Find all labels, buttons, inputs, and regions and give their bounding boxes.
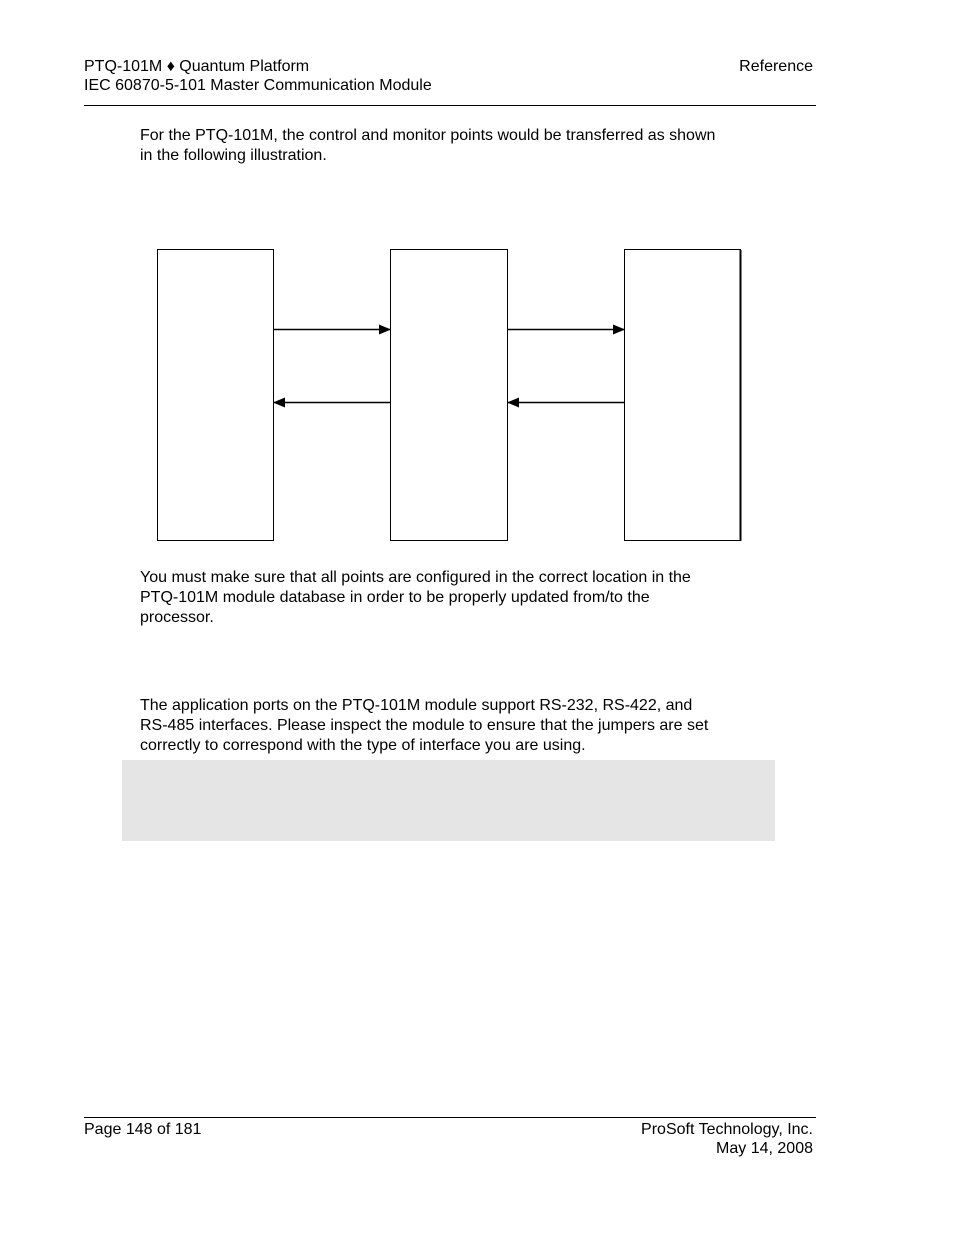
ports-line: The application ports on the PTQ-101M module support RS-232, RS-422, and (140, 697, 693, 714)
footer-rule (84, 1117, 816, 1118)
header-product-line: PTQ-101M ♦ Quantum Platform (84, 58, 310, 75)
header-rule (84, 105, 816, 106)
config-paragraph (140, 568, 780, 628)
intro-line: For the PTQ-101M, the control and monitor points would be transferred as shown (140, 127, 716, 144)
ports-line: RS-485 interfaces. Please inspect the module to ensure that the jumpers are set (140, 717, 709, 734)
note-box (122, 760, 775, 841)
header-module-title: IEC 60870-5-101 Master Communication Module (84, 77, 432, 94)
diagram-box-left (158, 250, 274, 541)
intro-line: in the following illustration. (140, 147, 327, 164)
config-line: You must make sure that all points are configured in the correct location in the (140, 569, 691, 586)
header-section: Reference (739, 58, 813, 75)
footer-page-number: Page 148 of 181 (84, 1121, 202, 1138)
diagram-box-right (625, 250, 741, 541)
diagram-box-middle (391, 250, 508, 541)
config-line: processor. (140, 609, 214, 626)
footer-date: May 14, 2008 (716, 1140, 813, 1157)
ports-paragraph (140, 696, 780, 756)
ports-line: correctly to correspond with the type of interface you are using. (140, 737, 586, 754)
intro-paragraph (140, 126, 780, 166)
footer-company: ProSoft Technology, Inc. (641, 1121, 813, 1138)
config-line: PTQ-101M module database in order to be properly updated from/to the (140, 589, 650, 606)
